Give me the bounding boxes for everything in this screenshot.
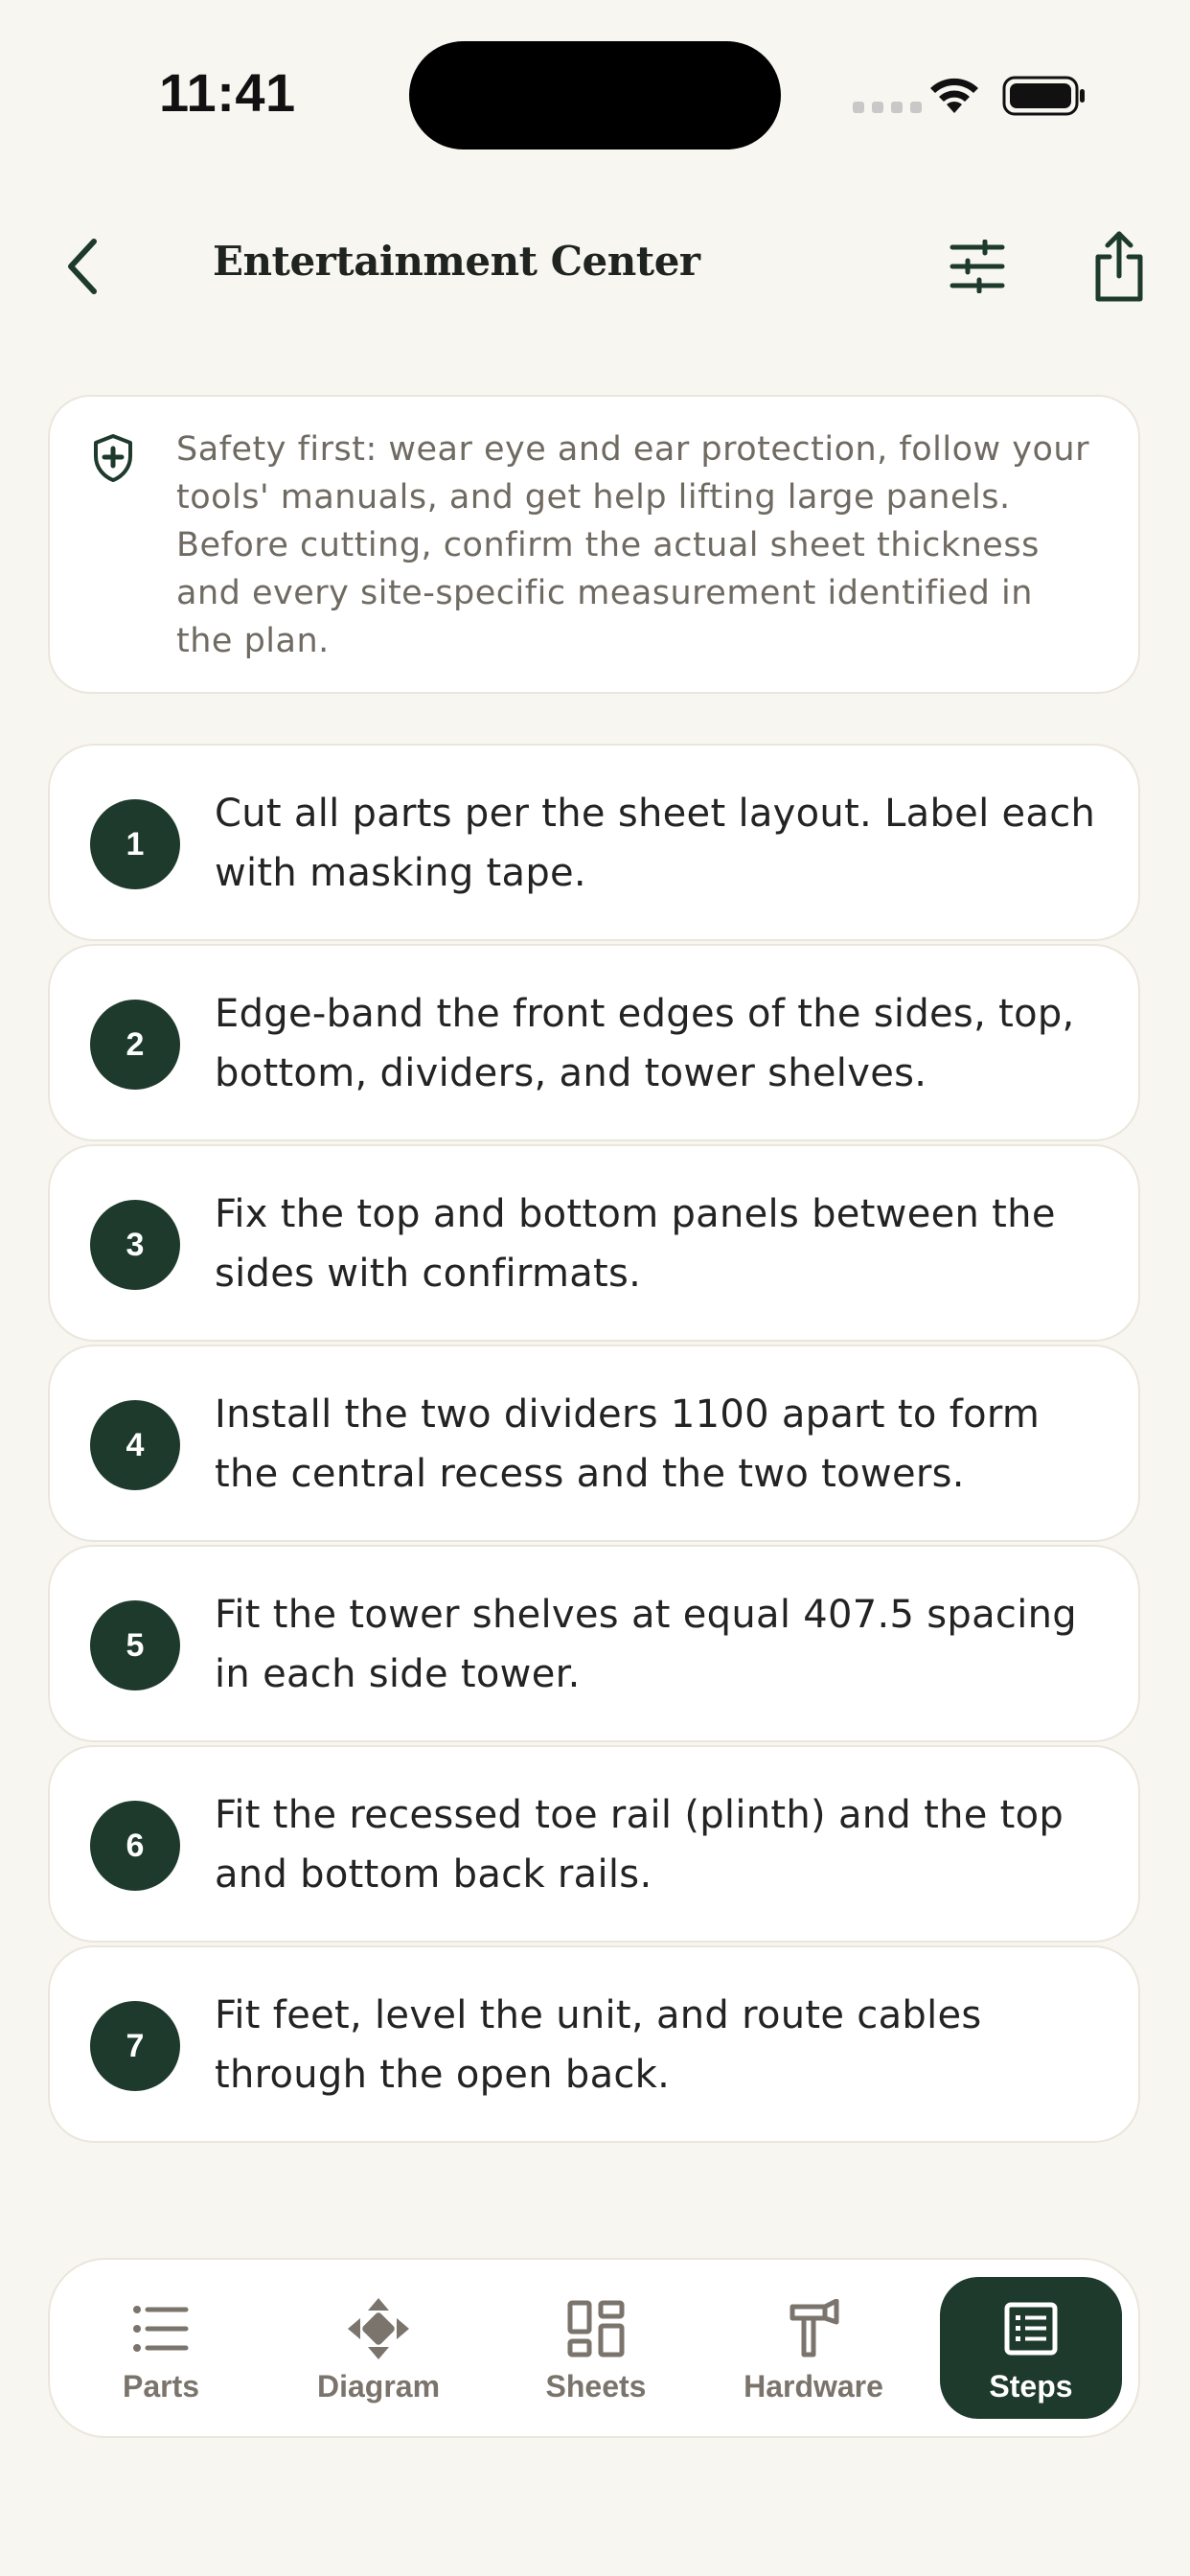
tab-label: Diagram bbox=[316, 2369, 441, 2404]
tab-label: Steps bbox=[989, 2369, 1073, 2404]
tab-label: Hardware bbox=[744, 2369, 883, 2404]
wifi-icon bbox=[927, 75, 981, 115]
page-title: Entertainment Center bbox=[213, 238, 700, 285]
tab-sheets[interactable] bbox=[505, 2277, 687, 2419]
share-icon bbox=[1092, 230, 1146, 303]
battery-icon bbox=[1002, 75, 1087, 117]
step-text: Edge-band the front edges of the sides, top, bottom, dividers, and tower shelves. bbox=[215, 992, 1075, 1095]
step-text: Fit the tower shelves at equal 407.5 spacing in each side tower. bbox=[215, 1593, 1077, 1696]
status-bar bbox=[0, 0, 1190, 192]
tab-label: Sheets bbox=[545, 2369, 647, 2404]
move-arrows-icon bbox=[347, 2297, 410, 2360]
step-number-badge: 3 bbox=[90, 1200, 180, 1290]
step-number-badge: 7 bbox=[90, 2001, 180, 2091]
safety-notice-text: Safety first: wear eye and ear protection, follow your tools' manuals, and get help lifting large panels. Before cutting, confirm the actual sheet thickness and every site-specific measurement identified in the plan. bbox=[176, 430, 1089, 660]
dynamic-island bbox=[409, 41, 781, 150]
tab-hardware[interactable] bbox=[722, 2277, 904, 2419]
step-card bbox=[48, 1545, 1140, 1742]
filter-button[interactable] bbox=[943, 232, 1012, 301]
share-button[interactable] bbox=[1085, 226, 1154, 307]
step-number-badge: 5 bbox=[90, 1600, 180, 1690]
list-icon bbox=[132, 2304, 190, 2354]
step-card bbox=[48, 1144, 1140, 1342]
checklist-icon bbox=[1004, 2302, 1058, 2356]
chevron-left-icon bbox=[63, 236, 102, 297]
back-button[interactable] bbox=[52, 230, 113, 303]
step-text: Fix the top and bottom panels between the sides with confirmats. bbox=[215, 1192, 1056, 1296]
shield-plus-icon bbox=[92, 433, 134, 483]
safety-notice-card bbox=[48, 395, 1140, 694]
tab-steps[interactable] bbox=[940, 2277, 1122, 2419]
grid-layout-icon bbox=[567, 2300, 625, 2358]
step-number-badge: 4 bbox=[90, 1400, 180, 1490]
hammer-icon bbox=[787, 2299, 840, 2358]
step-number-badge: 2 bbox=[90, 1000, 180, 1090]
step-card bbox=[48, 744, 1140, 941]
step-text: Cut all parts per the sheet layout. Label each with masking tape. bbox=[215, 792, 1096, 895]
step-card bbox=[48, 1945, 1140, 2143]
step-text: Fit feet, level the unit, and route cables through the open back. bbox=[215, 1993, 982, 2097]
step-text: Fit the recessed toe rail (plinth) and the top and bottom back rails. bbox=[215, 1793, 1064, 1897]
cellular-signal-icon bbox=[853, 102, 922, 113]
sliders-icon bbox=[949, 240, 1006, 293]
step-card bbox=[48, 1345, 1140, 1542]
step-text: Install the two dividers 1100 apart to form the central recess and the two towers. bbox=[215, 1392, 1041, 1496]
step-number-badge: 1 bbox=[90, 799, 180, 889]
step-card bbox=[48, 944, 1140, 1141]
status-time: 11:41 bbox=[159, 62, 296, 123]
steps-list bbox=[48, 744, 1140, 2146]
tab-parts[interactable] bbox=[70, 2277, 252, 2419]
tab-label: Parts bbox=[122, 2369, 200, 2404]
step-number-badge: 6 bbox=[90, 1801, 180, 1891]
bottom-tab-bar bbox=[48, 2258, 1140, 2438]
tab-diagram[interactable] bbox=[287, 2277, 469, 2419]
step-card bbox=[48, 1745, 1140, 1943]
header bbox=[0, 220, 1190, 312]
